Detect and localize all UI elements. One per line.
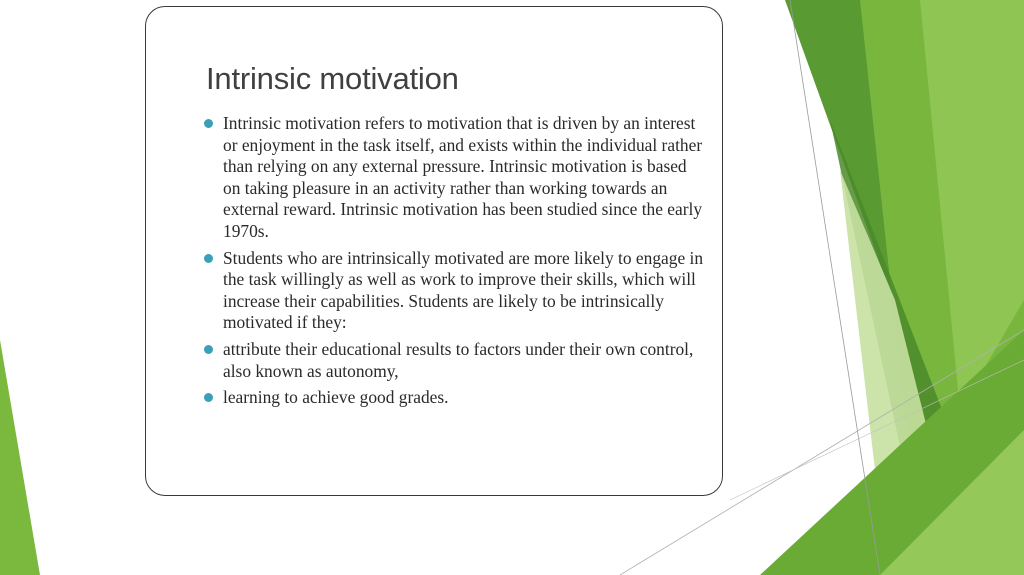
bullet-text: learning to achieve good grades.: [223, 387, 449, 408]
left-green-shape: [0, 340, 40, 575]
bullet-item: [204, 339, 704, 382]
slide-title: Intrinsic motivation: [206, 61, 459, 96]
bullet-item: [204, 113, 704, 243]
bullet-text: Intrinsic motivation refers to motivation that is driven by an interest or enjoyment in the task itself, and exists within the individual rather than relying on any external pressure. Intrinsic motivation is based on taking pleasure in an activity rather than working towards an external reward. Intrinsic motivation has been studied since the early 1970s.: [223, 113, 703, 241]
bullet-item: [204, 248, 704, 334]
bullet-text: Students who are intrinsically motivated are more likely to engage in the task willingly as well as work to improve their skills, which will increase their capabilities. Students are likely to be intrinsically motivated if they:: [223, 247, 704, 333]
bullet-dot-icon: [204, 254, 213, 263]
bullet-item: [204, 387, 704, 409]
bullet-dot-icon: [204, 393, 213, 402]
bullet-dot-icon: [204, 119, 213, 128]
bullet-list: [204, 113, 704, 414]
content-panel: [145, 6, 723, 496]
bullet-dot-icon: [204, 345, 213, 354]
bullet-text: attribute their educational results to factors under their own control, also known as autonomy,: [223, 338, 694, 381]
